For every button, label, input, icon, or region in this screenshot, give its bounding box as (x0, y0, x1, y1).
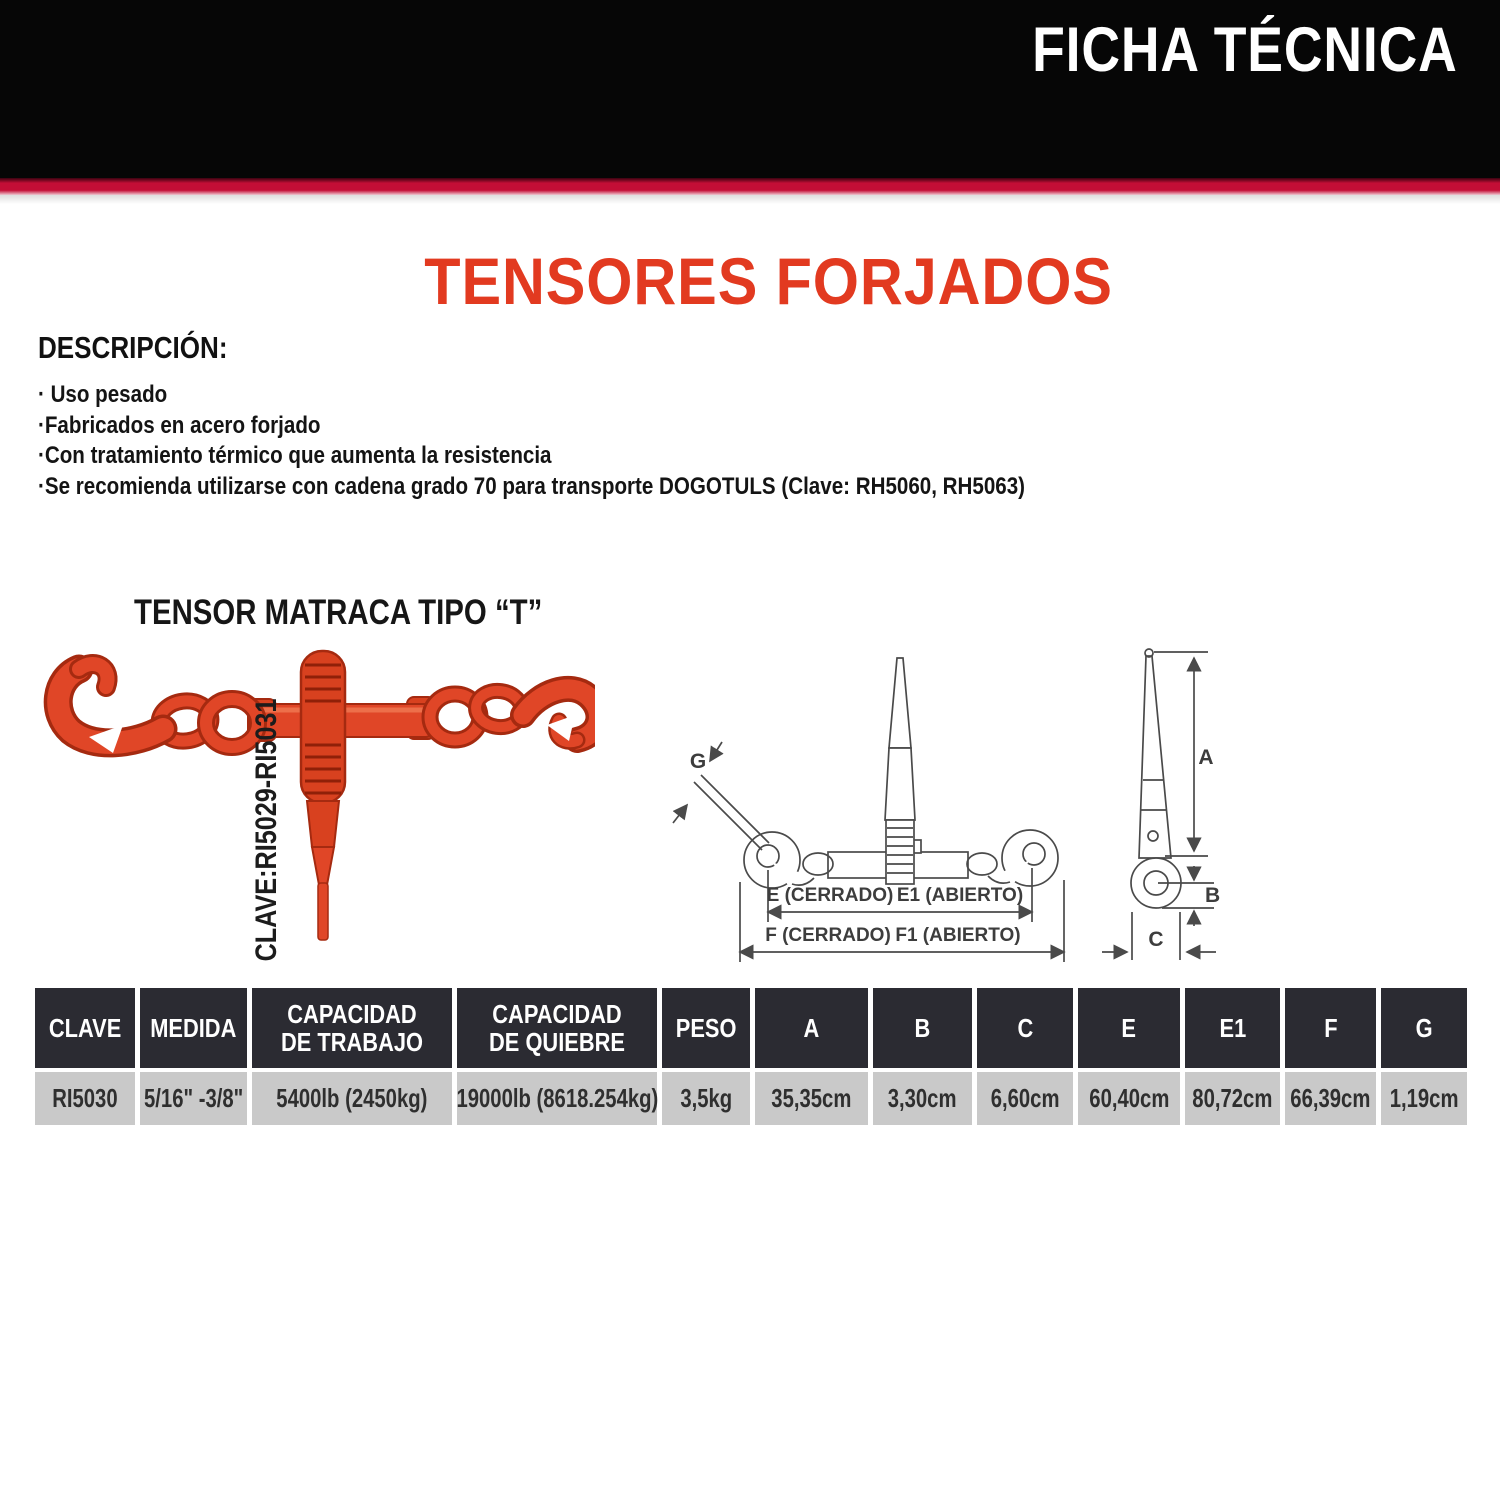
cell-b: 3,30cm (873, 1072, 972, 1125)
cell-e1: 80,72cm (1185, 1072, 1280, 1125)
cell-capacidad-quiebre: 19000lb (8618.254kg) (457, 1072, 657, 1125)
label-e: E (CERRADO) (766, 885, 894, 906)
cell-c: 6,60cm (977, 1072, 1073, 1125)
cell-g: 1,19cm (1381, 1072, 1467, 1125)
label-g: G (689, 750, 707, 773)
binder-handle (307, 801, 339, 940)
label-b: B (1205, 884, 1220, 907)
label-f: F (CERRADO) (765, 925, 891, 946)
cell-f: 66,39cm (1285, 1072, 1376, 1125)
red-stripe (0, 178, 1500, 195)
binder-left-hook (58, 664, 163, 753)
description-heading: DESCRIPCIÓN: (38, 330, 228, 365)
dimension-diagram (660, 630, 1220, 970)
col-header-g: G (1381, 988, 1467, 1068)
description-bullet: ·Fabricados en acero forjado (38, 411, 321, 439)
label-e1: E1 (ABIERTO) (896, 885, 1024, 906)
cell-capacidad-trabajo: 5400lb (2450kg) (252, 1072, 452, 1125)
cell-a: 35,35cm (755, 1072, 868, 1125)
description-section (38, 330, 1338, 502)
col-header-capacidad-trabajo: CAPACIDAD DE TRABAJO (252, 988, 452, 1068)
col-header-e1: E1 (1185, 988, 1280, 1068)
product-clave-vertical-label: CLAVE:RI5029-RI5031 (250, 698, 283, 962)
cell-medida: 5/16" -3/8" (140, 1072, 247, 1125)
label-c: C (1148, 928, 1164, 951)
header-title (957, 14, 1458, 86)
col-header-f: F (1285, 988, 1376, 1068)
col-header-clave: CLAVE (35, 988, 135, 1068)
col-header-e: E (1078, 988, 1180, 1068)
stripe-shadow (0, 195, 1500, 204)
spec-table (35, 988, 1467, 1125)
page-title (0, 243, 1500, 319)
product-name: TENSOR MATRACA TIPO “T” (134, 593, 543, 632)
product-photo-ratchet-binder (35, 635, 595, 945)
label-f1: F1 (ABIERTO) (895, 925, 1021, 946)
label-a: A (1198, 746, 1214, 769)
cell-clave: RI5030 (35, 1072, 135, 1125)
col-header-peso: PESO (662, 988, 750, 1068)
page-title-text: TENSORES FORJADOS (424, 244, 1114, 318)
front-view-drawing (673, 658, 1064, 962)
col-header-b: B (873, 988, 972, 1068)
cell-e: 60,40cm (1078, 1072, 1180, 1125)
binder-right-hook (523, 689, 595, 741)
side-view-drawing (1102, 649, 1216, 960)
binder-ratchet-wheel (301, 651, 345, 803)
header-title-text: FICHA TÉCNICA (1032, 15, 1458, 85)
description-bullet: ·Con tratamiento térmico que aumenta la resistencia (38, 442, 552, 469)
cell-peso: 3,5kg (662, 1072, 750, 1125)
col-header-a: A (755, 988, 868, 1068)
col-header-c: C (977, 988, 1073, 1068)
col-header-capacidad-quiebre: CAPACIDAD DE QUIEBRE (457, 988, 657, 1068)
page-header (0, 0, 1500, 178)
col-header-medida: MEDIDA (140, 988, 247, 1068)
description-bullet: ·Se recomienda utilizarse con cadena grado 70 para transporte DOGOTULS (Clave: RH5060, RH5063) (38, 472, 1026, 500)
description-bullet: · Uso pesado (38, 381, 168, 408)
